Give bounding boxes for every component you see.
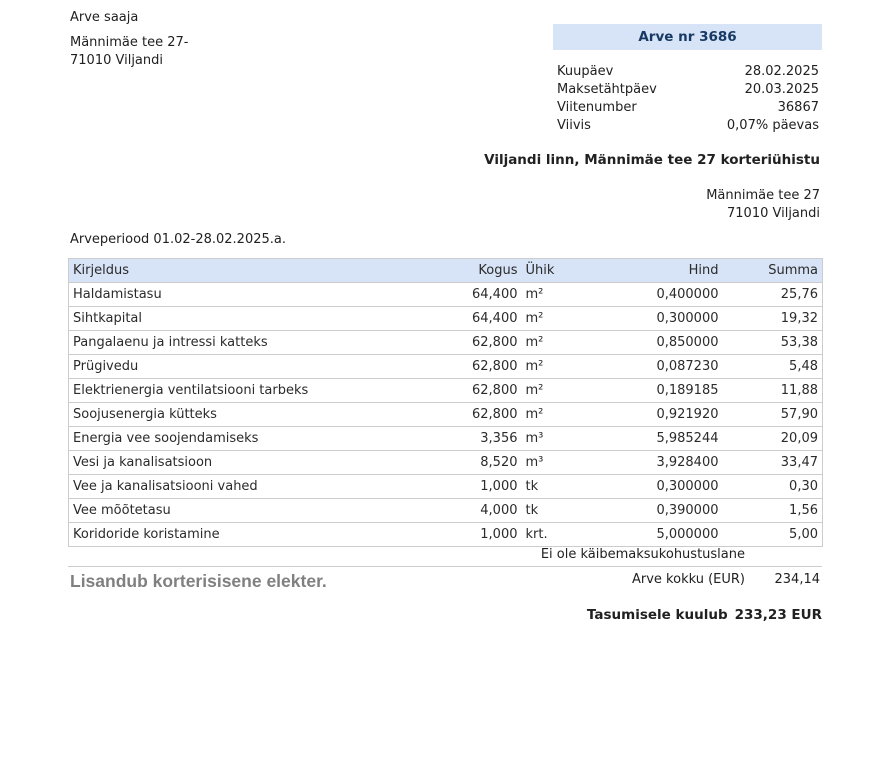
detail-row-late-fee <box>553 117 822 135</box>
table-cell: m³ <box>522 427 588 451</box>
table-cell: 3,928400 <box>588 451 723 475</box>
invoice-total-label: Arve kokku (EUR) <box>631 572 745 587</box>
table-row <box>69 499 823 523</box>
detail-label: Viitenumber <box>557 100 637 115</box>
recipient-label: Arve saaja <box>70 10 139 25</box>
table-cell: 0,087230 <box>588 355 723 379</box>
table-cell: 62,800 <box>454 331 522 355</box>
table-cell: 11,88 <box>723 379 823 403</box>
table-cell: 0,189185 <box>588 379 723 403</box>
table-cell: 20,09 <box>723 427 823 451</box>
table-cell: 1,000 <box>454 523 522 547</box>
recipient-address-line2: 71010 Viljandi <box>70 53 163 68</box>
table-cell: 8,520 <box>454 451 522 475</box>
table-row <box>69 403 823 427</box>
table-row <box>69 451 823 475</box>
table-cell: 19,32 <box>723 307 823 331</box>
recipient-block <box>70 8 189 70</box>
table-cell: 0,390000 <box>588 499 723 523</box>
table-cell: m³ <box>522 451 588 475</box>
invoice-table-header <box>69 259 823 283</box>
table-row <box>69 283 823 307</box>
table-cell: krt. <box>522 523 588 547</box>
detail-value: 28.02.2025 <box>744 64 819 79</box>
table-cell: 57,90 <box>723 403 823 427</box>
issuer-address-line1: Männimäe tee 27 <box>706 188 820 203</box>
table-cell: 0,850000 <box>588 331 723 355</box>
table-cell: 25,76 <box>723 283 823 307</box>
table-cell: 1,000 <box>454 475 522 499</box>
invoice-table <box>68 258 823 547</box>
table-cell: Sihtkapital <box>69 307 454 331</box>
table-cell: Prügivedu <box>69 355 454 379</box>
column-header-unit: Ühik <box>522 259 588 283</box>
footer-divider <box>68 566 822 567</box>
table-row <box>69 307 823 331</box>
issuer-address-line2: 71010 Viljandi <box>727 206 820 221</box>
invoice-table-body <box>69 283 823 547</box>
table-row <box>69 427 823 451</box>
table-cell: Vee mõõtetasu <box>69 499 454 523</box>
column-header-sum: Summa <box>723 259 823 283</box>
table-row <box>69 331 823 355</box>
table-cell: 4,000 <box>454 499 522 523</box>
invoice-details <box>553 63 822 135</box>
electricity-note: Lisandub korterisisene elekter. <box>70 571 327 591</box>
table-cell: m² <box>522 403 588 427</box>
table-cell: 5,48 <box>723 355 823 379</box>
table-cell: Vesi ja kanalisatsioon <box>69 451 454 475</box>
table-cell: m² <box>522 307 588 331</box>
table-cell: Elektrienergia ventilatsiooni tarbeks <box>69 379 454 403</box>
table-cell: tk <box>522 499 588 523</box>
table-cell: m² <box>522 331 588 355</box>
table-cell: 5,000000 <box>588 523 723 547</box>
table-cell: Energia vee soojendamiseks <box>69 427 454 451</box>
table-cell: tk <box>522 475 588 499</box>
table-cell: Pangalaenu ja intressi katteks <box>69 331 454 355</box>
table-cell: 62,800 <box>454 403 522 427</box>
table-row <box>69 523 823 547</box>
table-cell: 0,30 <box>723 475 823 499</box>
detail-row-due-date <box>553 81 822 99</box>
detail-label: Viivis <box>557 118 591 133</box>
detail-label: Maksetähtpäev <box>557 82 657 97</box>
amount-due-row <box>587 607 822 623</box>
table-cell: 62,800 <box>454 355 522 379</box>
invoice-period: Arveperiood 01.02-28.02.2025.a. <box>70 232 286 247</box>
table-cell: 64,400 <box>454 307 522 331</box>
detail-value: 20.03.2025 <box>744 82 819 97</box>
table-cell: 1,56 <box>723 499 823 523</box>
detail-row-reference-number <box>553 99 822 117</box>
issuer-address-block <box>706 187 820 223</box>
invoice-head <box>553 24 822 135</box>
table-row <box>69 475 823 499</box>
invoice-number-header: Arve nr 3686 <box>553 24 822 50</box>
table-cell: 33,47 <box>723 451 823 475</box>
invoice-total-value: 234,14 <box>774 572 820 587</box>
table-row <box>69 355 823 379</box>
table-cell: Koridoride koristamine <box>69 523 454 547</box>
table-cell: m² <box>522 379 588 403</box>
table-header-row <box>69 259 823 283</box>
table-cell: 5,00 <box>723 523 823 547</box>
table-cell: 0,921920 <box>588 403 723 427</box>
table-cell: Vee ja kanalisatsiooni vahed <box>69 475 454 499</box>
amount-due-label: Tasumisele kuulub <box>586 607 728 623</box>
table-cell: m² <box>522 355 588 379</box>
table-cell: 5,985244 <box>588 427 723 451</box>
detail-row-date <box>553 63 822 81</box>
column-header-price: Hind <box>588 259 723 283</box>
issuer-name: Viljandi linn, Männimäe tee 27 korteriühistu <box>484 152 820 168</box>
detail-value: 0,07% päevas <box>726 118 819 133</box>
recipient-address-line1: Männimäe tee 27- <box>70 35 189 50</box>
table-cell: 3,356 <box>454 427 522 451</box>
detail-label: Kuupäev <box>557 64 614 79</box>
table-cell: 62,800 <box>454 379 522 403</box>
table-cell: Soojusenergia kütteks <box>69 403 454 427</box>
table-cell: 0,300000 <box>588 475 723 499</box>
table-cell: Haldamistasu <box>69 283 454 307</box>
detail-value: 36867 <box>777 100 819 115</box>
table-cell: 0,400000 <box>588 283 723 307</box>
table-cell: 53,38 <box>723 331 823 355</box>
amount-due-value: 233,23 EUR <box>734 607 822 623</box>
table-cell: m² <box>522 283 588 307</box>
vat-exemption-note: Ei ole käibemaksukohustuslane <box>540 547 745 562</box>
table-row <box>69 379 823 403</box>
table-cell: 0,300000 <box>588 307 723 331</box>
table-cell: 64,400 <box>454 283 522 307</box>
column-header-quantity: Kogus <box>454 259 522 283</box>
column-header-description: Kirjeldus <box>69 259 454 283</box>
